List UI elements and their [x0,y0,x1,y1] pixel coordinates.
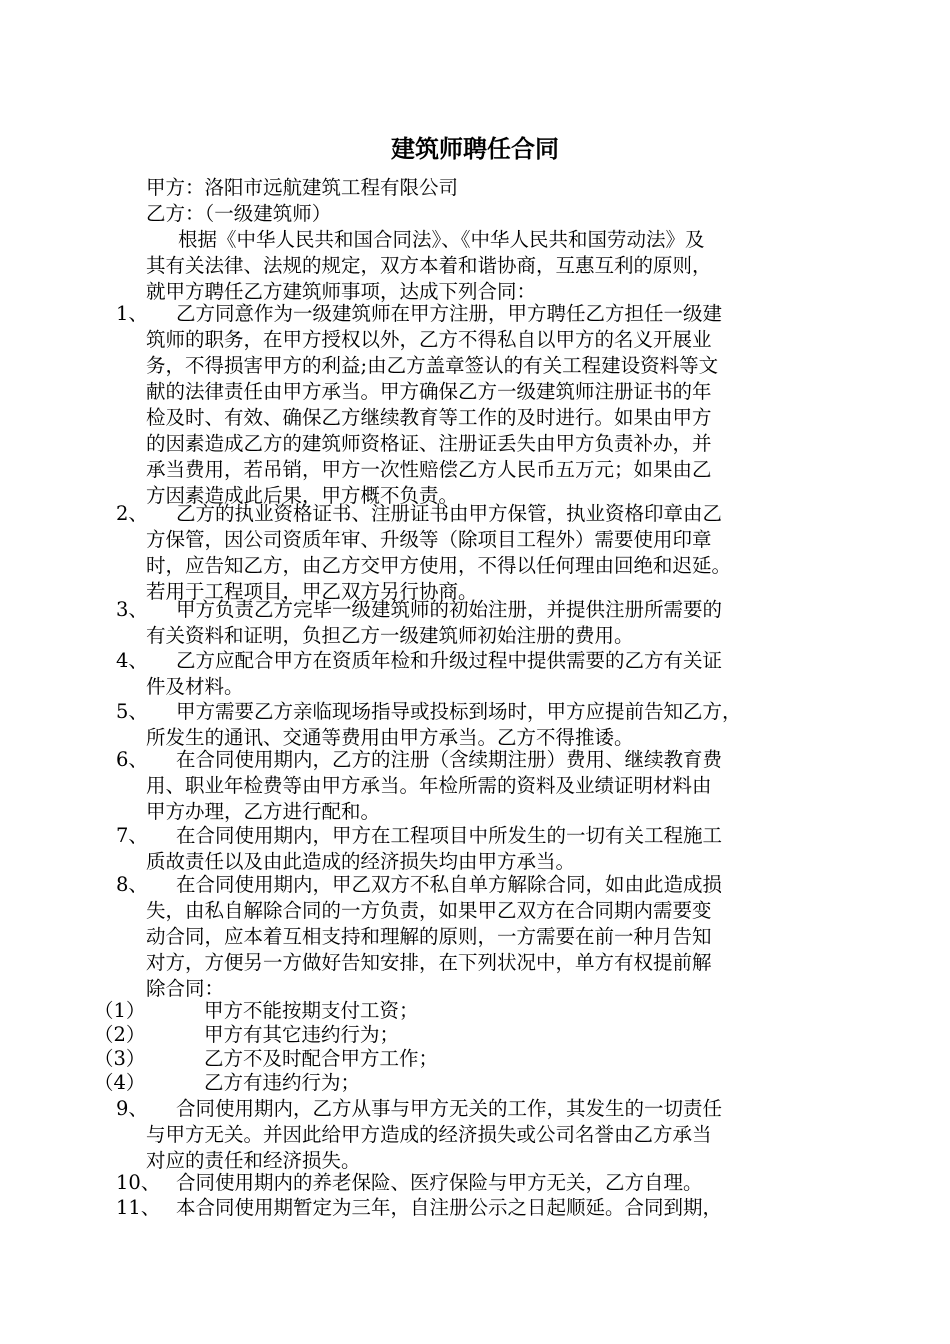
clause-line: 甲方需要乙方亲临现场指导或投标到场时，甲方应提前告知乙方， [176,700,742,723]
subitem-text: 乙方有违约行为； [204,1071,361,1094]
clause-line: 方因素造成此后果，甲方概不负责。 [146,484,459,507]
party-b: 乙方：（一级建筑师） [146,202,332,225]
clause-line: 献的法律责任由甲方承当。甲方确保乙方一级建筑师注册证书的年 [146,380,712,403]
subitem-number: （1） [94,999,146,1022]
intro-line: 其有关法律、法规的规定，双方本着和谐协商，互惠互利的原则， [146,254,712,277]
clause-line: 检及时、有效、确保乙方继续教育等工作的及时进行。如果由甲方 [146,406,712,429]
subitem-text: 甲方有其它违约行为； [204,1023,400,1046]
clause-number: 11、 [116,1196,161,1219]
clause-line: 本合同使用期暂定为三年，自注册公示之日起顺延。合同到期， [176,1196,723,1219]
clause-line: 方保管，因公司资质年审、升级等（除项目工程外）需要使用印章 [146,528,712,551]
clause-line: 失，由私自解除合同的一方负责，如果甲乙双方在合同期内需要变 [146,899,712,922]
clause-line: 务，不得损害甲方的利益;由乙方盖章签认的有关工程建设资料等文 [146,354,719,377]
clause-line: 所发生的通讯、交通等费用由甲方承当。乙方不得推诿。 [146,726,634,749]
clause-line: 合同使用期内的养老保险、医疗保险与甲方无关，乙方自理。 [176,1171,703,1194]
clause-line: 甲方办理，乙方进行配和。 [146,800,381,823]
subitem-number: （2） [94,1023,146,1046]
clause-line: 在合同使用期内，甲方在工程项目中所发生的一切有关工程施工 [176,824,723,847]
clause-line: 在合同使用期内，乙方的注册（含续期注册）费用、继续教育费 [176,748,723,771]
clause-number: 10、 [116,1171,161,1194]
party-a: 甲方：洛阳市远航建筑工程有限公司 [146,176,459,199]
clause-line: 甲方负责乙方完毕一级建筑师的初始注册，并提供注册所需要的 [176,598,723,621]
clause-line: 对应的责任和经济损失。 [146,1149,361,1172]
clause-line: 乙方应配合甲方在资质年检和升级过程中提供需要的乙方有关证 [176,649,723,672]
intro-line: 就甲方聘任乙方建筑师事项，达成下列合同： [146,280,537,303]
clause-line: 若用于工程项目，甲乙双方另行协商。 [146,580,478,603]
subitem-text: 甲方不能按期支付工资； [204,999,419,1022]
clause-line: 在合同使用期内，甲乙双方不私自单方解除合同，如由此造成损 [176,873,723,896]
subitem-number: （4） [94,1071,146,1094]
clause-line: 合同使用期内，乙方从事与甲方无关的工作，其发生的一切责任 [176,1097,723,1120]
clause-line: 乙方的执业资格证书、注册证书由甲方保管，执业资格印章由乙 [176,502,723,525]
clause-number: 6、 [116,748,148,771]
intro-line: 根据《中华人民共和国合同法》、《中华人民共和国劳动法》及 [178,228,705,251]
clause-line: 有关资料和证明，负担乙方一级建筑师初始注册的费用。 [146,624,634,647]
clause-number: 1、 [116,302,148,325]
clause-line: 对方，方便另一方做好告知安排，在下列状况中，单方有权提前解 [146,951,712,974]
clause-line: 用、职业年检费等由甲方承当。年检所需的资料及业绩证明材料由 [146,774,712,797]
clause-line: 筑师的职务，在甲方授权以外，乙方不得私自以甲方的名义开展业 [146,328,712,351]
clause-line: 质故责任以及由此造成的经济损失均由甲方承当。 [146,850,576,873]
clause-number: 9、 [116,1097,148,1120]
clause-line: 动合同，应本着互相支持和理解的原则，一方需要在前一种月告知 [146,925,712,948]
clause-number: 8、 [116,873,148,896]
clause-line: 与甲方无关。并因此给甲方造成的经济损失或公司名誉由乙方承当 [146,1123,712,1146]
clause-number: 3、 [116,598,148,621]
subitem-number: （3） [94,1047,146,1070]
clause-line: 承当费用，若吊销，甲方一次性赔偿乙方人民币五万元；如果由乙 [146,458,712,481]
clause-line: 除合同： [146,977,225,1000]
clause-line: 乙方同意作为一级建筑师在甲方注册，甲方聘任乙方担任一级建 [176,302,723,325]
subitem-text: 乙方不及时配合甲方工作； [204,1047,439,1070]
document-title: 建筑师聘任合同 [391,135,559,163]
clause-line: 的因素造成乙方的建筑师资格证、注册证丢失由甲方负责补办，并 [146,432,712,455]
clause-number: 4、 [116,649,148,672]
clause-number: 2、 [116,502,148,525]
clause-number: 7、 [116,824,148,847]
clause-line: 时，应告知乙方，由乙方交甲方使用，不得以任何理由回绝和迟延。 [146,554,732,577]
clause-number: 5、 [116,700,148,723]
clause-line: 件及材料。 [146,675,244,698]
